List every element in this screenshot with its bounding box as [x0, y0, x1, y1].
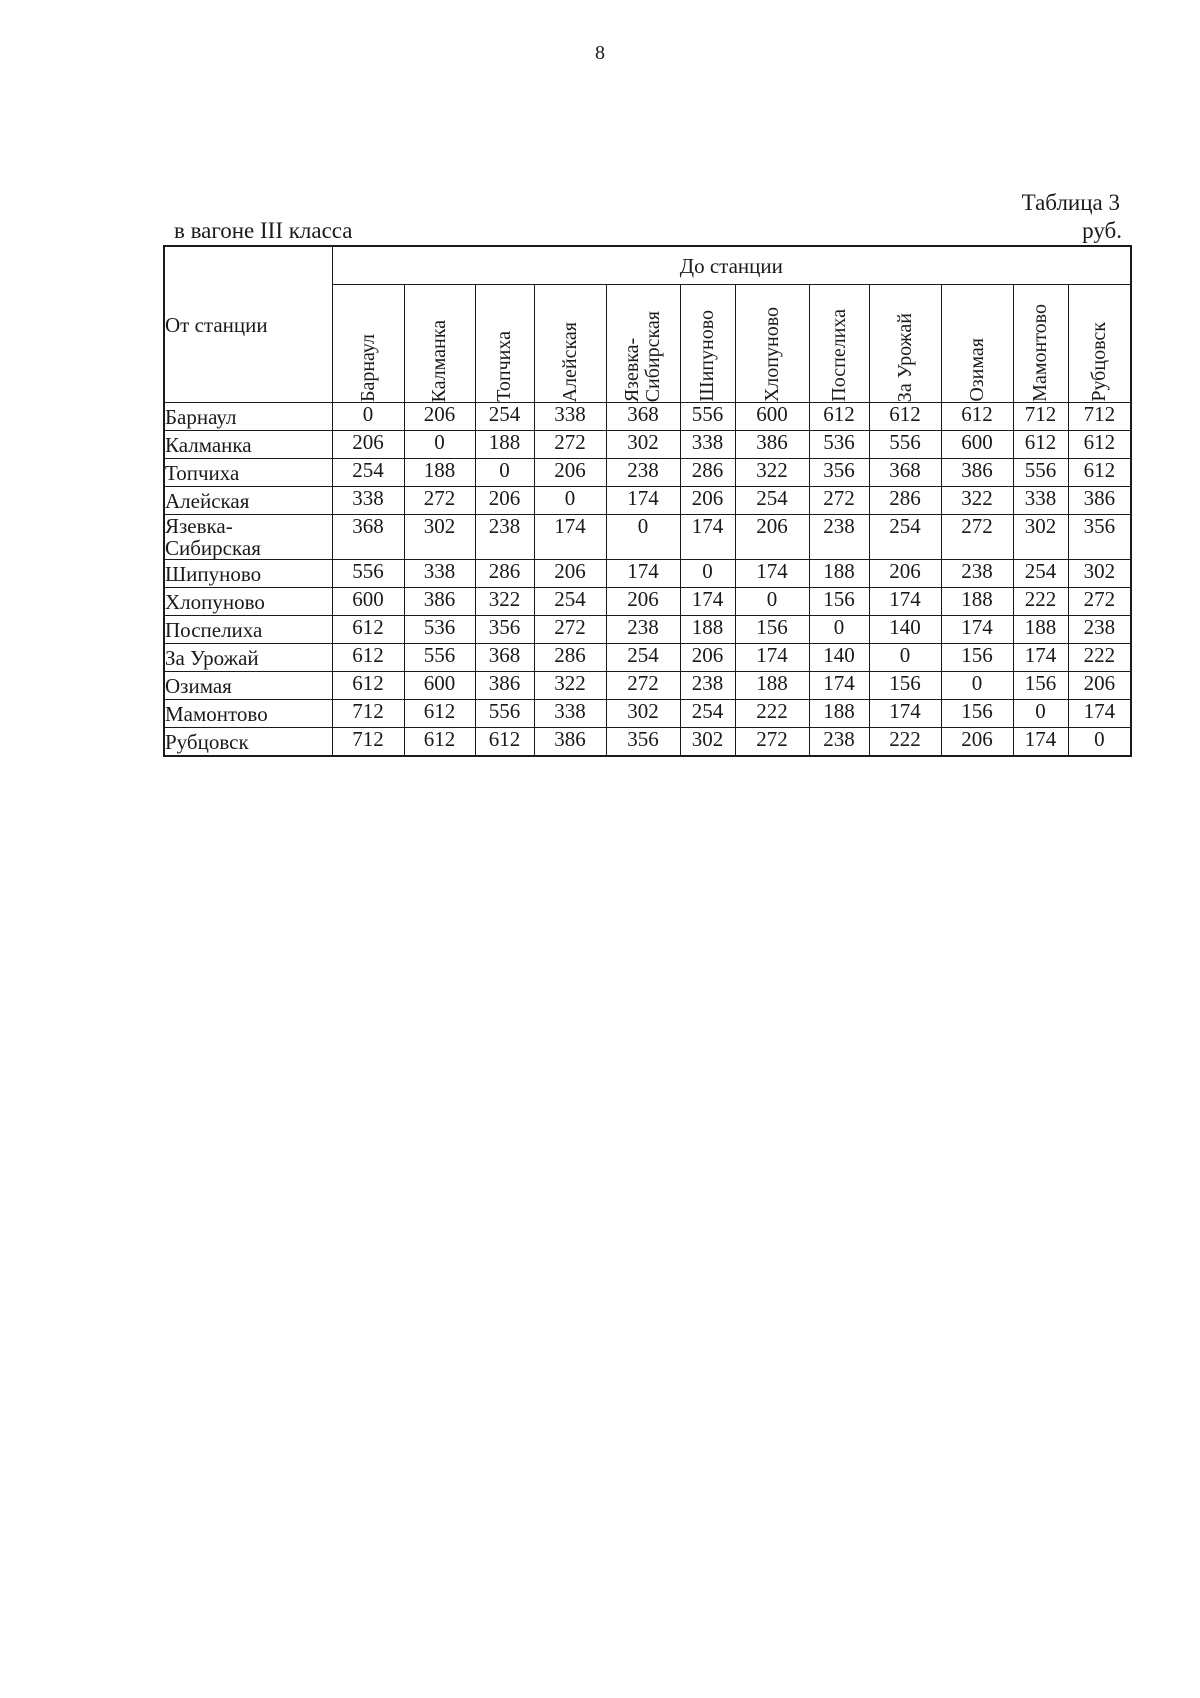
fare-cell: 188: [941, 588, 1013, 616]
fare-cell: 302: [1013, 515, 1068, 560]
fare-cell: 222: [735, 700, 809, 728]
column-header: [1068, 285, 1131, 403]
fare-cell: 0: [332, 403, 404, 431]
fare-cell: 174: [1013, 644, 1068, 672]
fare-cell: 612: [809, 403, 869, 431]
fare-cell: 612: [941, 403, 1013, 431]
fare-cell: 254: [735, 487, 809, 515]
fare-cell: 254: [680, 700, 735, 728]
from-station-header: От станции: [164, 246, 332, 403]
fare-cell: 238: [680, 672, 735, 700]
column-header: [534, 285, 606, 403]
fare-cell: 174: [869, 700, 941, 728]
table-row: [164, 487, 1131, 515]
fare-cell: 206: [606, 588, 680, 616]
row-station-label: Хлопуново: [164, 588, 332, 616]
fare-cell: 222: [1013, 588, 1068, 616]
fare-cell: 0: [1068, 728, 1131, 757]
column-header-label: Хлопуново: [760, 306, 783, 402]
column-header-label: Алейская: [558, 321, 581, 402]
fare-cell: 206: [534, 560, 606, 588]
column-header: [404, 285, 475, 403]
fare-cell: 0: [809, 616, 869, 644]
fare-cell: 612: [1013, 431, 1068, 459]
fare-cell: 206: [534, 459, 606, 487]
fare-cell: 238: [809, 728, 869, 757]
fare-cell: 302: [404, 515, 475, 560]
fare-cell: 338: [404, 560, 475, 588]
fare-cell: 0: [735, 588, 809, 616]
fare-cell: 156: [941, 700, 1013, 728]
fare-cell: 174: [606, 560, 680, 588]
column-header-label: За Урожай: [893, 312, 916, 402]
table-row: [164, 700, 1131, 728]
fare-cell: 188: [680, 616, 735, 644]
page-number: 8: [595, 42, 605, 64]
fare-cell: 286: [869, 487, 941, 515]
fare-cell: 272: [606, 672, 680, 700]
fare-cell: 254: [475, 403, 534, 431]
column-header-label: Шипуново: [696, 310, 718, 402]
fare-cell: 206: [735, 515, 809, 560]
fare-cell: 600: [404, 672, 475, 700]
row-station-label: Калманка: [164, 431, 332, 459]
fare-cell: 386: [475, 672, 534, 700]
fare-cell: 302: [1068, 560, 1131, 588]
fare-cell: 612: [1068, 459, 1131, 487]
fare-cell: 206: [475, 487, 534, 515]
fare-cell: 338: [534, 700, 606, 728]
fare-cell: 174: [869, 588, 941, 616]
fare-cell: 0: [534, 487, 606, 515]
row-station-label: Поспелиха: [164, 616, 332, 644]
fare-cell: 322: [735, 459, 809, 487]
row-station-label: Топчиха: [164, 459, 332, 487]
fare-cell: 600: [735, 403, 809, 431]
fare-cell: 174: [680, 588, 735, 616]
fare-cell: 712: [1068, 403, 1131, 431]
fare-cell: 386: [534, 728, 606, 757]
fare-cell: 140: [869, 616, 941, 644]
table-row: [164, 403, 1131, 431]
table-row: [164, 616, 1131, 644]
fare-cell: 612: [475, 728, 534, 757]
fare-cell: 338: [1013, 487, 1068, 515]
column-header-label: Топчиха: [493, 331, 515, 402]
fare-cell: 368: [475, 644, 534, 672]
table-row: [164, 515, 1131, 560]
fare-cell: 712: [332, 728, 404, 757]
fare-cell: 174: [809, 672, 869, 700]
fare-cell: 156: [869, 672, 941, 700]
fare-cell: 368: [869, 459, 941, 487]
fare-cell: 0: [606, 515, 680, 560]
fare-cell: 302: [606, 700, 680, 728]
fare-cell: 322: [475, 588, 534, 616]
fare-cell: 712: [332, 700, 404, 728]
fare-cell: 174: [735, 560, 809, 588]
fare-cell: 0: [680, 560, 735, 588]
fare-cell: 356: [809, 459, 869, 487]
fare-cell: 322: [941, 487, 1013, 515]
fare-cell: 556: [869, 431, 941, 459]
fare-cell: 338: [680, 431, 735, 459]
fare-cell: 254: [869, 515, 941, 560]
row-station-label: Язевка- Сибирская: [164, 515, 332, 560]
to-station-header: До станции: [332, 246, 1131, 285]
column-header-label: Озимая: [965, 338, 988, 402]
table-row: [164, 644, 1131, 672]
fare-cell: 272: [1068, 588, 1131, 616]
fare-cell: 206: [680, 644, 735, 672]
row-station-label: Озимая: [164, 672, 332, 700]
header-row-group: [164, 246, 1131, 285]
fare-cell: 356: [1068, 515, 1131, 560]
table-row: [164, 588, 1131, 616]
fare-cell: 536: [809, 431, 869, 459]
fare-cell: 302: [606, 431, 680, 459]
fare-cell: 174: [606, 487, 680, 515]
fare-cell: 556: [332, 560, 404, 588]
row-station-label: Барнаул: [164, 403, 332, 431]
table-row: [164, 431, 1131, 459]
fare-cell: 272: [941, 515, 1013, 560]
fare-cell: 238: [606, 459, 680, 487]
fare-cell: 174: [1068, 700, 1131, 728]
fare-cell: 338: [534, 403, 606, 431]
fare-cell: 174: [534, 515, 606, 560]
fare-table-body: [164, 403, 1131, 757]
fare-cell: 386: [404, 588, 475, 616]
fare-cell: 386: [941, 459, 1013, 487]
fare-cell: 254: [606, 644, 680, 672]
fare-cell: 712: [1013, 403, 1068, 431]
column-header-label: Барнаул: [356, 333, 379, 402]
fare-cell: 0: [869, 644, 941, 672]
fare-cell: 206: [404, 403, 475, 431]
fare-cell: 254: [332, 459, 404, 487]
fare-cell: 188: [735, 672, 809, 700]
fare-cell: 286: [534, 644, 606, 672]
column-header: [606, 285, 680, 403]
fare-cell: 206: [680, 487, 735, 515]
fare-cell: 286: [680, 459, 735, 487]
fare-cell: 188: [809, 560, 869, 588]
row-station-label: Рубцовск: [164, 728, 332, 757]
fare-cell: 612: [332, 672, 404, 700]
fare-cell: 156: [941, 644, 1013, 672]
fare-cell: 0: [1013, 700, 1068, 728]
fare-cell: 0: [475, 459, 534, 487]
fare-cell: 286: [475, 560, 534, 588]
fare-cell: 174: [680, 515, 735, 560]
fare-cell: 206: [1068, 672, 1131, 700]
fare-cell: 222: [1068, 644, 1131, 672]
fare-cell: 600: [941, 431, 1013, 459]
fare-cell: 188: [475, 431, 534, 459]
table-unit: руб.: [1082, 218, 1122, 243]
column-header-label: Поспелиха: [827, 309, 850, 402]
fare-cell: 238: [1068, 616, 1131, 644]
fare-cell: 272: [809, 487, 869, 515]
row-station-label: Мамонтово: [164, 700, 332, 728]
fare-cell: 156: [735, 616, 809, 644]
fare-cell: 272: [534, 431, 606, 459]
fare-cell: 556: [680, 403, 735, 431]
fare-cell: 386: [735, 431, 809, 459]
fare-cell: 272: [404, 487, 475, 515]
column-header-label: Рубцовск: [1087, 322, 1110, 402]
column-header: [680, 285, 735, 403]
column-header: [941, 285, 1013, 403]
fare-cell: 272: [735, 728, 809, 757]
fare-cell: 612: [404, 700, 475, 728]
table-caption: Таблица 3: [1021, 190, 1120, 215]
column-header: [735, 285, 809, 403]
fare-cell: 612: [869, 403, 941, 431]
fare-cell: 206: [332, 431, 404, 459]
fare-cell: 188: [809, 700, 869, 728]
fare-cell: 322: [534, 672, 606, 700]
fare-cell: 188: [404, 459, 475, 487]
fare-cell: 338: [332, 487, 404, 515]
column-header-label: Мамонтово: [1029, 304, 1051, 402]
fare-cell: 272: [534, 616, 606, 644]
fare-cell: 254: [1013, 560, 1068, 588]
fare-cell: 556: [404, 644, 475, 672]
fare-cell: 600: [332, 588, 404, 616]
fare-cell: 238: [606, 616, 680, 644]
fare-cell: 174: [941, 616, 1013, 644]
fare-cell: 140: [809, 644, 869, 672]
table-row: [164, 672, 1131, 700]
fare-cell: 156: [809, 588, 869, 616]
row-station-label: За Урожай: [164, 644, 332, 672]
column-header-label: Язевка- Сибирская: [621, 310, 664, 402]
row-station-label: Шипуново: [164, 560, 332, 588]
fare-cell: 238: [475, 515, 534, 560]
fare-cell: 612: [332, 644, 404, 672]
fare-cell: 612: [332, 616, 404, 644]
fare-cell: 368: [606, 403, 680, 431]
column-header: [1013, 285, 1068, 403]
table-row: [164, 459, 1131, 487]
fare-cell: 368: [332, 515, 404, 560]
column-header: [332, 285, 404, 403]
table-row: [164, 728, 1131, 757]
fare-cell: 386: [1068, 487, 1131, 515]
fare-cell: 356: [475, 616, 534, 644]
fare-cell: 0: [404, 431, 475, 459]
column-header: [869, 285, 941, 403]
fare-cell: 302: [680, 728, 735, 757]
fare-cell: 0: [941, 672, 1013, 700]
fare-cell: 254: [534, 588, 606, 616]
fare-cell: 536: [404, 616, 475, 644]
fare-cell: 556: [475, 700, 534, 728]
fare-cell: 222: [869, 728, 941, 757]
fare-cell: 174: [735, 644, 809, 672]
fare-cell: 174: [1013, 728, 1068, 757]
fare-cell: 156: [1013, 672, 1068, 700]
fare-cell: 356: [606, 728, 680, 757]
column-header: [809, 285, 869, 403]
fare-cell: 188: [1013, 616, 1068, 644]
fare-cell: 238: [809, 515, 869, 560]
column-header-label: Калманка: [428, 319, 450, 402]
fare-cell: 612: [404, 728, 475, 757]
fare-cell: 556: [1013, 459, 1068, 487]
table-row: [164, 560, 1131, 588]
fare-table: [163, 245, 1132, 757]
fare-cell: 206: [941, 728, 1013, 757]
fare-cell: 612: [1068, 431, 1131, 459]
fare-cell: 206: [869, 560, 941, 588]
row-station-label: Алейская: [164, 487, 332, 515]
column-header: [475, 285, 534, 403]
table-subtitle: в вагоне III класса: [174, 218, 353, 243]
fare-cell: 238: [941, 560, 1013, 588]
